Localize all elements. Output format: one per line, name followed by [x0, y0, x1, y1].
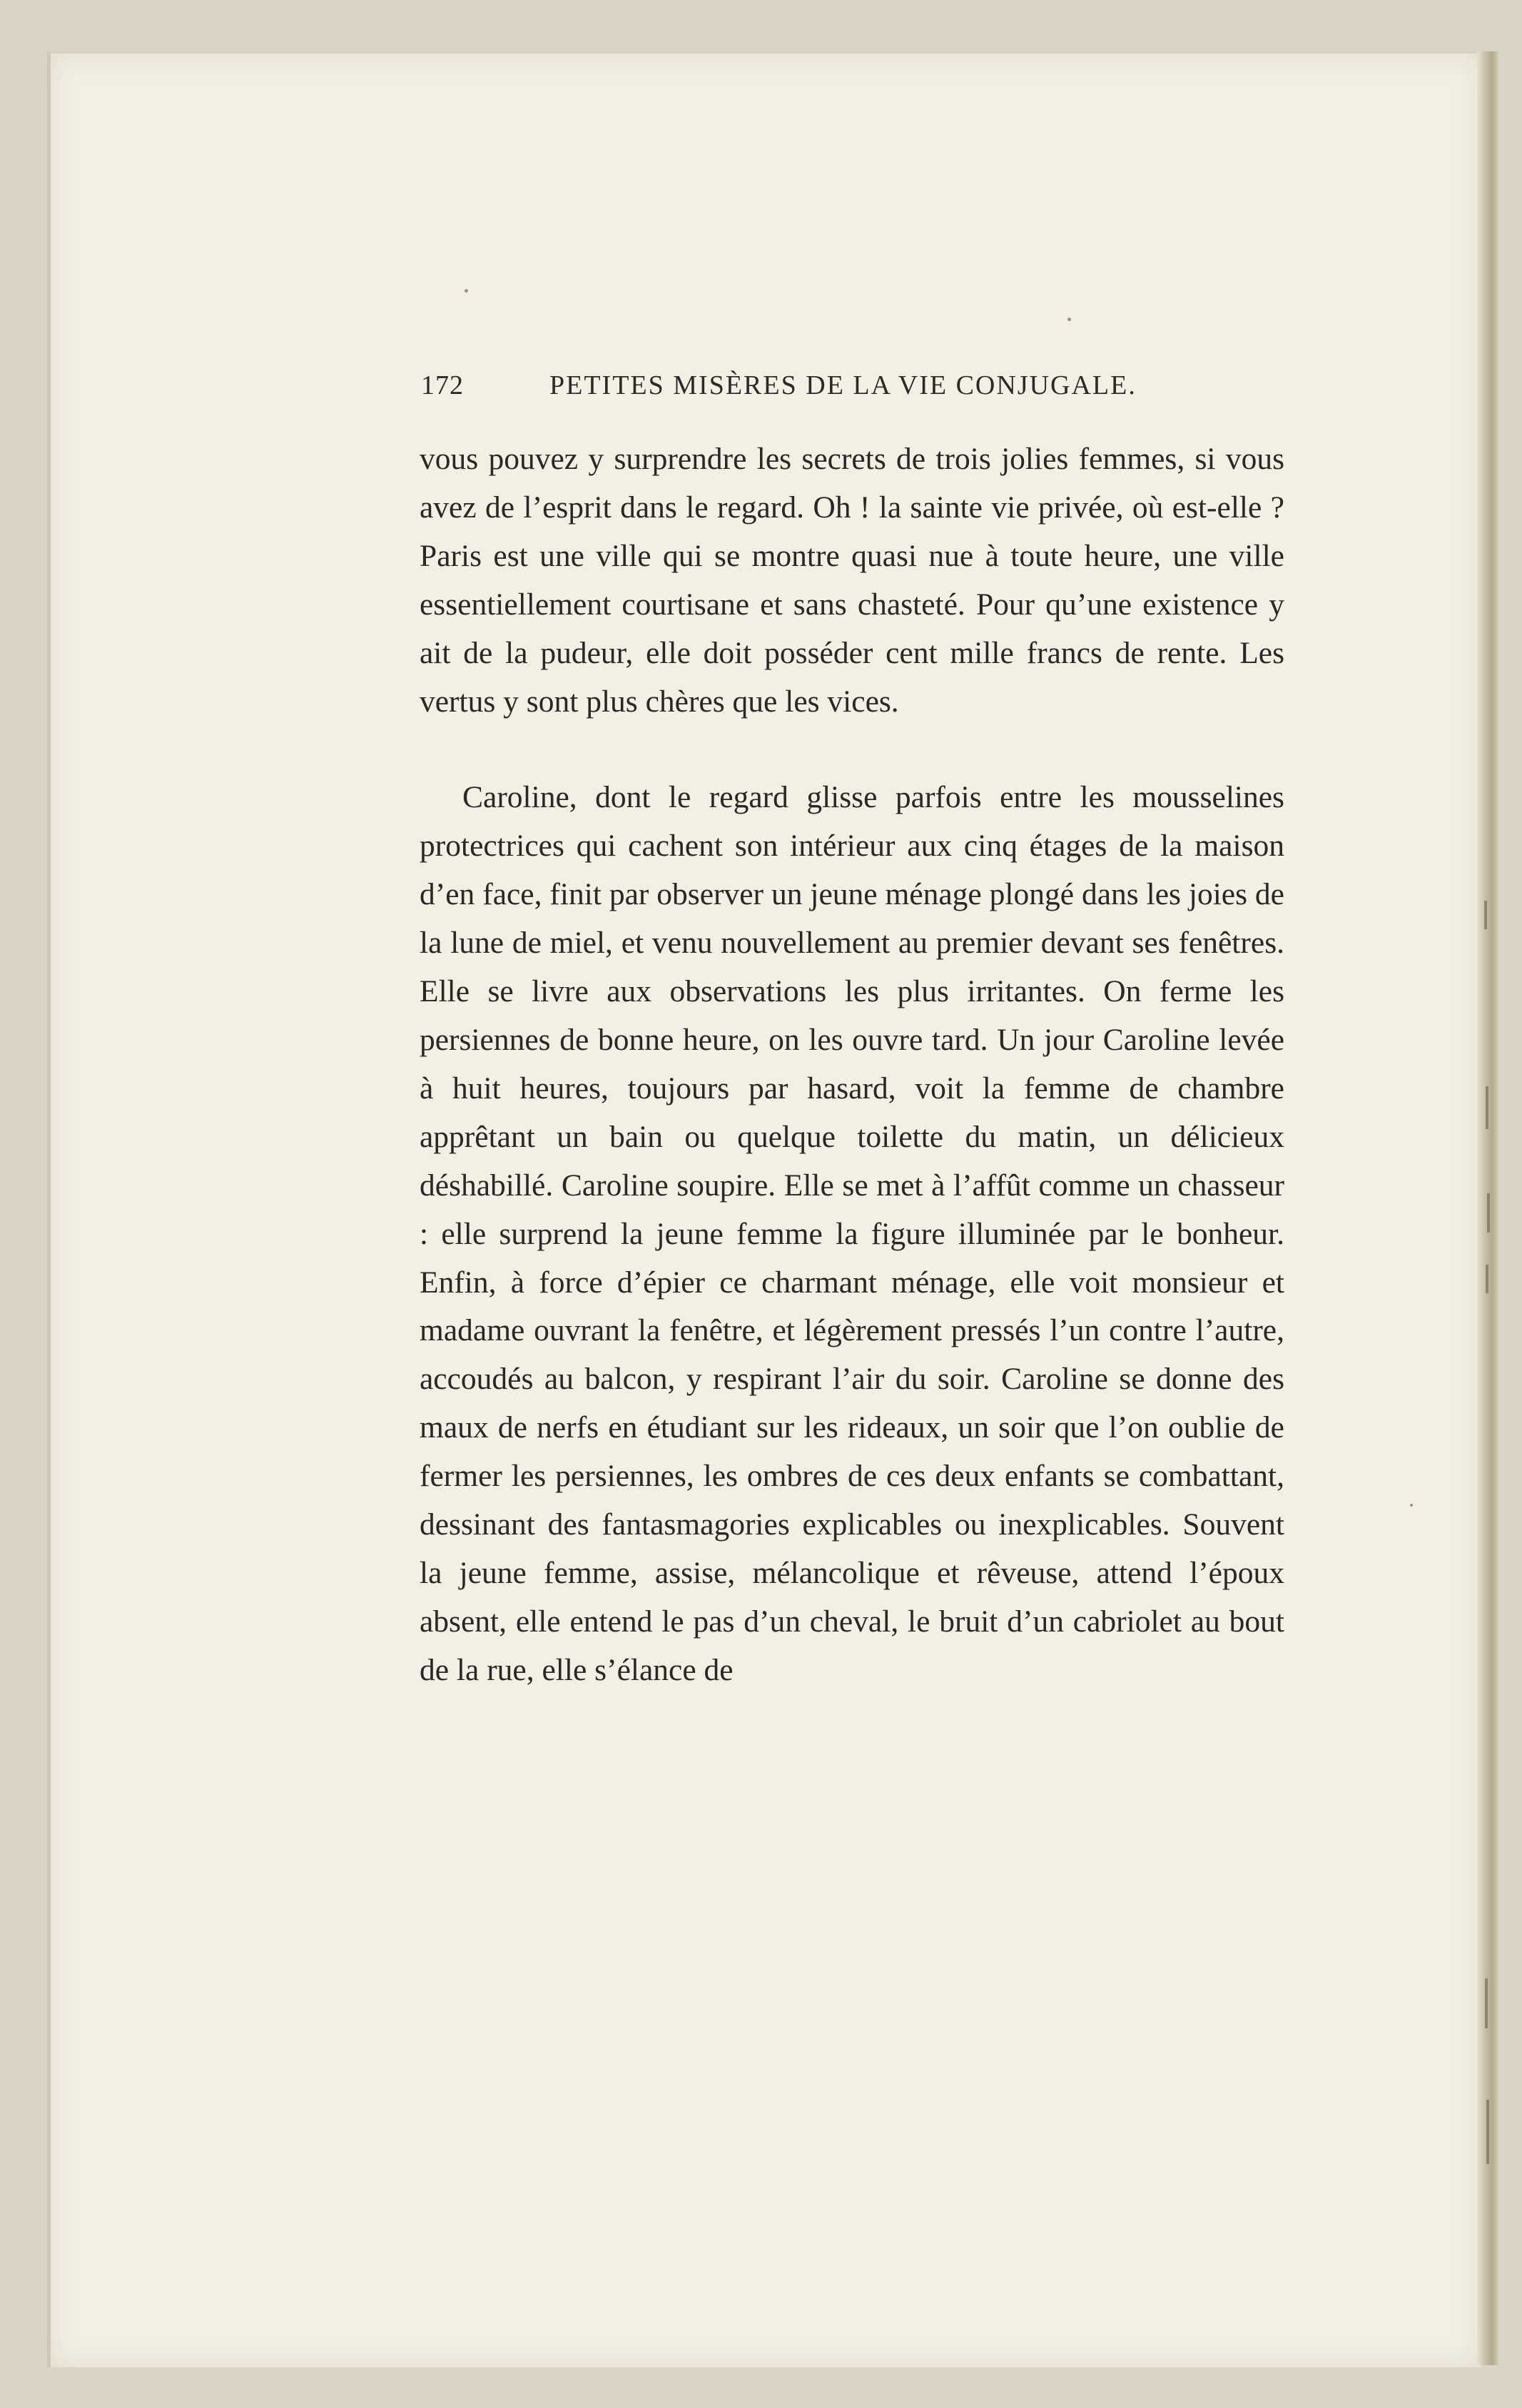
edge-mark — [1486, 1086, 1488, 1129]
edge-mark — [1486, 1265, 1488, 1293]
page-number: 172 — [421, 370, 464, 400]
running-head — [421, 370, 1157, 413]
paper-speck — [465, 289, 468, 293]
paragraph: Caroline, dont le regard glisse parfois entre les mousselines protectrices qui cachent son intérieur aux cinq étages de la maison d’en face, finit par observer un jeune ménage plongé dans les joies de la lune de miel, et venu nouvellement au premier devant ses fenêtres. Elle se livre aux observations les plus irritantes. On ferme les persiennes de bonne heure, on les ouvre tard. Un jour Caroline levée à huit heures, toujours par hasard, voit la femme de chambre apprêtant un bain ou quelque toilette du matin, un délicieux déshabillé. Caroline soupire. Elle se met à l’affût comme un chasseur : elle surprend la jeune femme la figure illuminée par le bonheur. Enfin, à force d’épier ce charmant ménage, elle voit monsieur et madame ouvrant la fenêtre, et légèrement pressés l’un contre l’autre, accoudés au balcon, y respirant l’air du soir. Caroline se donne des maux de nerfs en étudiant sur les rideaux, un soir que l’on oublie de fermer les persiennes, les ombres de ces deux enfants se combattant, dessinant des fantasmagories explicables ou inexplicables. Souvent la jeune femme, assise, mélancolique et rêveuse, attend l’époux absent, elle entend le pas d’un cheval, le bruit d’un cabriolet au bout de la rue, elle s’élance de — [420, 780, 1284, 1687]
running-title: PETITES MISÈRES DE LA VIE CONJUGALE. — [549, 370, 1137, 400]
edge-mark — [1485, 1978, 1488, 2028]
page-fore-edge — [1477, 51, 1498, 2365]
paper-speck — [1410, 1504, 1413, 1507]
paper-speck — [1067, 318, 1071, 321]
body-text — [420, 435, 1284, 1695]
edge-mark — [1484, 901, 1487, 929]
paragraph: vous pouvez y surprendre les secrets de trois jolies femmes, si vous avez de l’esprit dans le regard. Oh ! la sainte vie privée, où est-elle ? Paris est une ville qui se montre quasi nue à toute heure, une ville essentiellement courtisane et sans chasteté. Pour qu’une existence y ait de la pudeur, elle doit posséder cent mille francs de rente. Les vertus y sont plus chères que les vices. — [420, 442, 1284, 719]
edge-mark — [1486, 2100, 1489, 2164]
edge-mark — [1487, 1193, 1490, 1233]
